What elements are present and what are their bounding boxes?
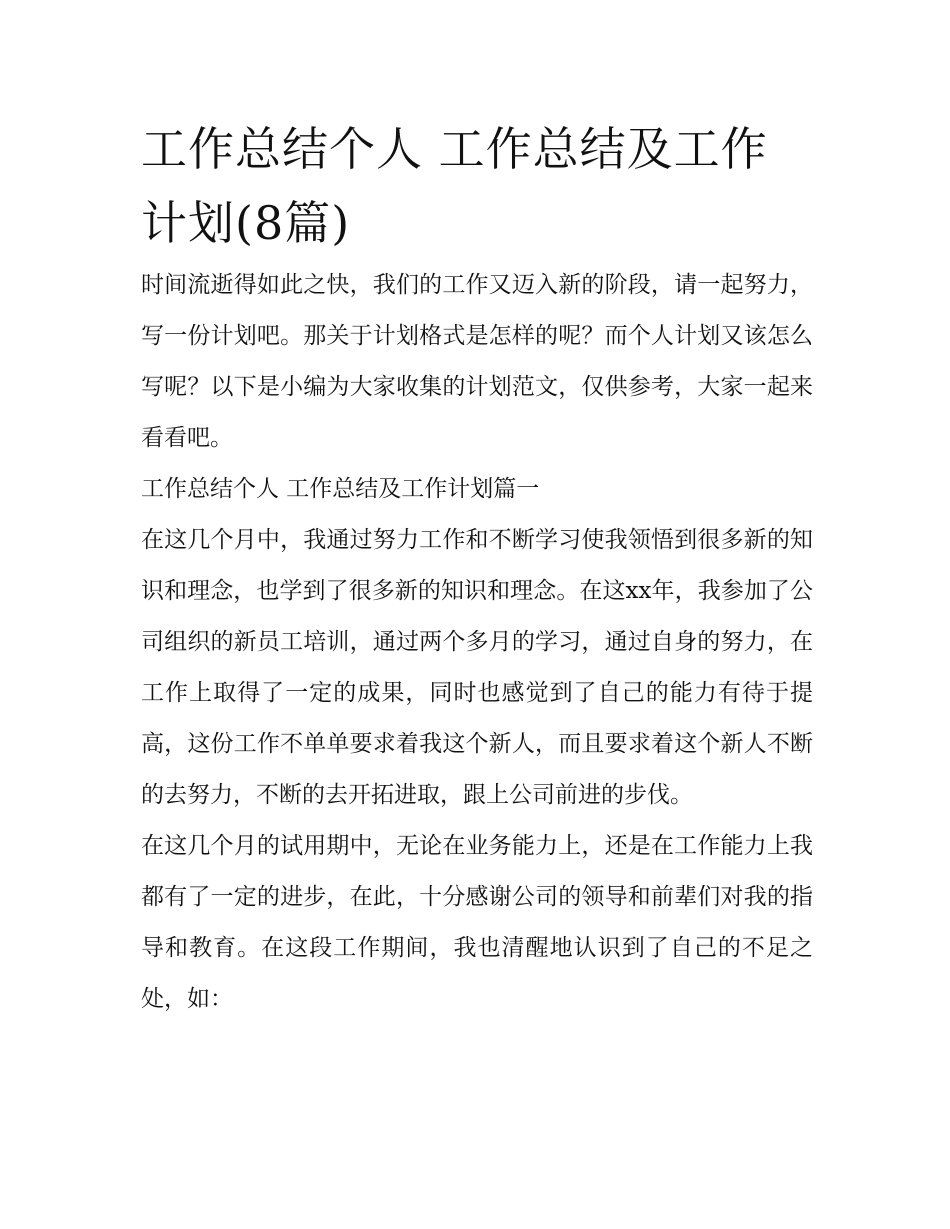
section-heading: 工作总结个人 工作总结及工作计划篇一 <box>141 476 540 502</box>
body-paragraph: 在这几个月的试用期中，无论在业务能力上，还是在工作能力上我都有了一定的进步，在此，十分感谢公司的领导和前辈们对我的指导和教育。在这段工作期间，我也清醒地认识到了自己的不足之处，如： <box>141 833 813 1012</box>
body-paragraph: 在这几个月中，我通过努力工作和不断学习使我领悟到很多新的知识和理念，也学到了很多新的知识和理念。在这xx年，我参加了公司组织的新员工培训，通过两个多月的学习，通过自身的努力，在工作上取得了一定的成果，同时也感觉到了自己的能力有待于提高，这份工作不单单要求着我这个新人，而且要求着这个新人不断的去努力，不断的去开拓进取，跟上公司前进的步伐。 <box>141 527 813 808</box>
document-title: 工作总结个人 工作总结及工作计划(8篇) <box>141 122 768 250</box>
document-body <box>141 112 813 1025</box>
intro-paragraph: 时间流逝得如此之快，我们的工作又迈入新的阶段，请一起努力，写一份计划吧。那关于计划格式是怎样的呢？而个人计划又该怎么写呢？以下是小编为大家收集的计划范文，仅供参考，大家一起来看看吧。 <box>141 272 813 451</box>
